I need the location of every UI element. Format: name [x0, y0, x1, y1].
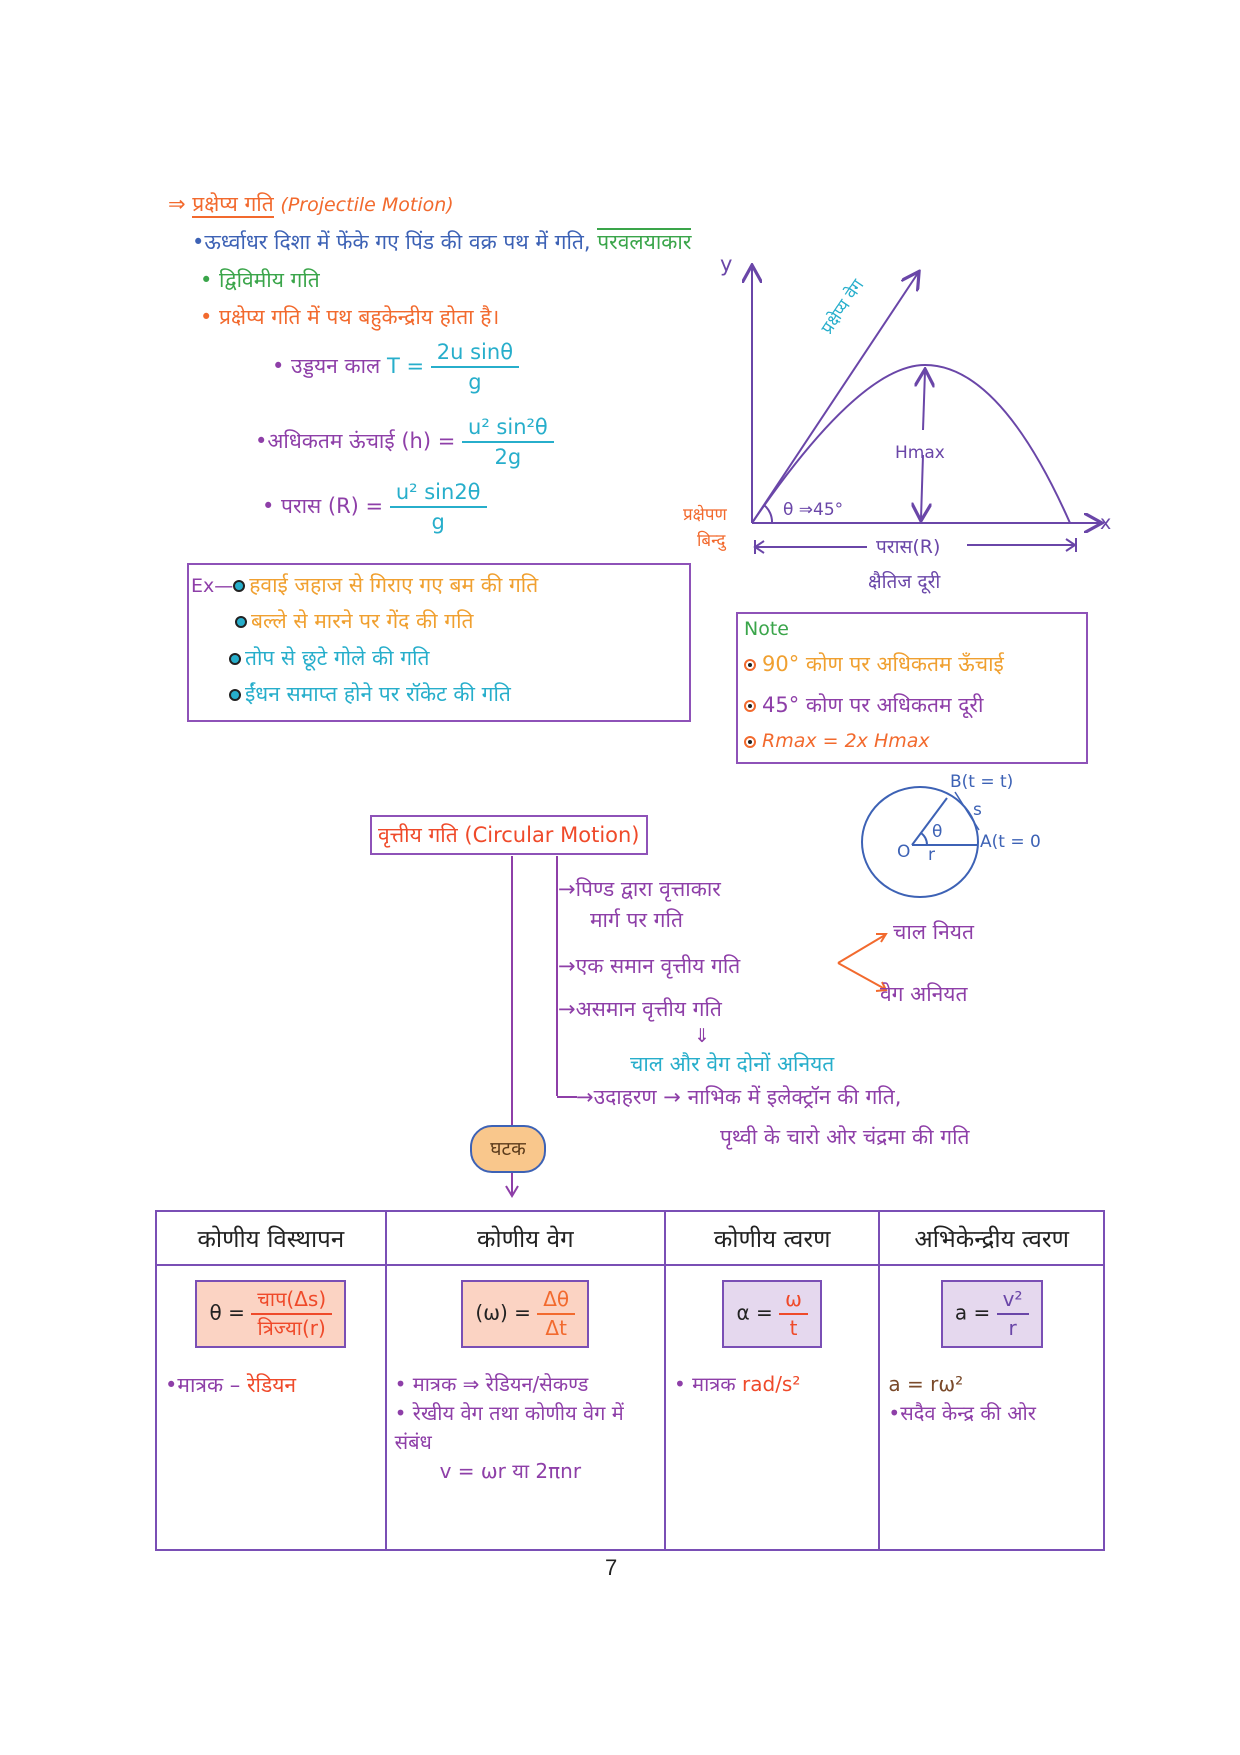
circular-motion-title: वृत्तीय गति (Circular Motion)	[370, 815, 648, 855]
radius-label: r	[928, 845, 935, 865]
cell-centripetal-acceleration	[879, 1265, 1104, 1550]
horizontal-distance-label: क्षैतिज दूरी	[868, 571, 941, 593]
launch-point-label: प्रक्षेपण	[683, 505, 727, 525]
angle-theta-label: θ	[932, 822, 943, 842]
angle-label: θ ⇒45°	[783, 500, 844, 520]
velocity-label: प्रक्षेप्य वेग	[817, 275, 869, 338]
table-row	[156, 1265, 1104, 1550]
header-angular-displacement: कोणीय विस्थापन	[156, 1211, 386, 1265]
formula-box: θ = $\frac{\text{चाप(Δs)}}{\text{त्रिज्या(r)}}$	[195, 1280, 346, 1348]
projectile-diagram	[660, 255, 1120, 545]
cell-angular-displacement	[156, 1265, 386, 1550]
center-label: O	[897, 842, 911, 862]
hmax-label: Hmax	[895, 443, 945, 463]
component-bubble: घटक	[470, 1125, 546, 1173]
examples-box	[187, 563, 691, 722]
arc-label: s	[973, 800, 982, 820]
circle-diagram	[855, 780, 985, 900]
bullet-path: • प्रक्षेप्य गति में पथ बहुकेन्द्रीय होता है।	[200, 305, 500, 329]
example-item: Ex— हवाई जहाज से गिराए गए बम की गति	[191, 573, 539, 597]
angular-quantities-table	[155, 1210, 1105, 1551]
nonuniform-result: चाल और वेग दोनों अनियत	[630, 1052, 835, 1076]
nonuniform-arrow: ⇓	[694, 1025, 710, 1047]
unit-note: • मात्रक ⇒ रेडियन/सेकण्ड • रेखीय वेग तथा कोणीय वेग में संबंध v = ωr या 2πnr	[394, 1372, 624, 1483]
note-item: Rmax = 2x Hmax	[744, 730, 930, 752]
heading-arrow: ⇒	[168, 192, 186, 216]
formula-time-of-flight: • उड्डयन काल T = $\frac{\text{2u sinθ}}{g}$	[272, 340, 519, 394]
branch-examples: →उदाहरण → नाभिक में इलेक्ट्रॉन की गति,	[576, 1085, 902, 1109]
formula-box: α = $\frac{\omega}{t}$	[722, 1280, 821, 1348]
section-heading-projectile	[168, 190, 454, 218]
uniform-velocity-variable: वेग अनियत	[880, 982, 968, 1006]
formula-box: a = $\frac{\text{v²}}{r}$	[941, 1280, 1043, 1348]
branch-uniform: →एक समान वृत्तीय गति	[558, 954, 741, 978]
note-title: Note	[744, 618, 789, 640]
launch-point-label-2: बिन्दु	[697, 531, 726, 551]
point-a-label: A(t = 0	[980, 832, 1041, 852]
example-item: बल्ले से मारने पर गेंद की गति	[235, 607, 473, 635]
branch-definition-2: मार्ग पर गति	[590, 908, 683, 932]
page-number: 7	[605, 1555, 618, 1580]
formula-max-height: •अधिकतम ऊंचाई (h) = $\frac{\text{u² sin²θ}}{2g}$	[255, 415, 554, 469]
parabolic-label: परवलयाकार	[597, 230, 692, 254]
y-axis-label: y	[720, 252, 733, 276]
point-b-label: B(t = t)	[950, 772, 1014, 792]
bullet-definition: •ऊर्ध्वाधर दिशा में फेंके गए पिंड की वक्र पथ में गति, परवलयाकार	[192, 230, 692, 254]
branch-nonuniform: →असमान वृत्तीय गति	[558, 997, 722, 1021]
cell-angular-acceleration	[665, 1265, 879, 1550]
cell-angular-velocity	[386, 1265, 665, 1550]
branch-examples-2: पृथ्वी के चारो ओर चंद्रमा की गति	[720, 1125, 970, 1149]
x-axis-label: x	[1100, 512, 1112, 534]
range-label: परास(R)	[876, 536, 941, 558]
unit-note: a = rω² •सदैव केन्द्र की ओर	[888, 1372, 1036, 1425]
unit-note: •मात्रक – रेडियन	[165, 1373, 297, 1397]
note-item: 45° कोण पर अधिकतम दूरी	[744, 691, 983, 719]
branch-definition: →पिण्ड द्वारा वृत्ताकार	[558, 877, 721, 901]
branch-connector	[557, 1096, 577, 1098]
example-item: ईंधन समाप्त होने पर रॉकेट की गति	[229, 680, 511, 708]
note-box	[736, 612, 1088, 764]
header-angular-acceleration: कोणीय त्वरण	[665, 1211, 879, 1265]
heading-english: (Projectile Motion)	[280, 194, 454, 216]
header-angular-velocity: कोणीय वेग	[386, 1211, 665, 1265]
bullet-two-dimensional: • द्विविमीय गति	[200, 268, 320, 292]
note-item: 90° कोण पर अधिकतम ऊँचाई	[744, 650, 1004, 678]
uniform-speed-constant: चाल नियत	[893, 920, 974, 944]
header-centripetal-acceleration: अभिकेन्द्रीय त्वरण	[879, 1211, 1104, 1265]
formula-range: • परास (R) = $\frac{\text{u² sin2θ}}{g}$	[262, 480, 487, 534]
table-header-row	[156, 1211, 1104, 1265]
heading-hindi: प्रक्षेप्य गति	[192, 192, 274, 216]
formula-box: (ω) = $\frac{\Delta\theta}{\Delta t}$	[461, 1280, 589, 1348]
example-item: तोप से छूटे गोले की गति	[229, 644, 430, 672]
unit-note: • मात्रक rad/s²	[673, 1372, 801, 1396]
